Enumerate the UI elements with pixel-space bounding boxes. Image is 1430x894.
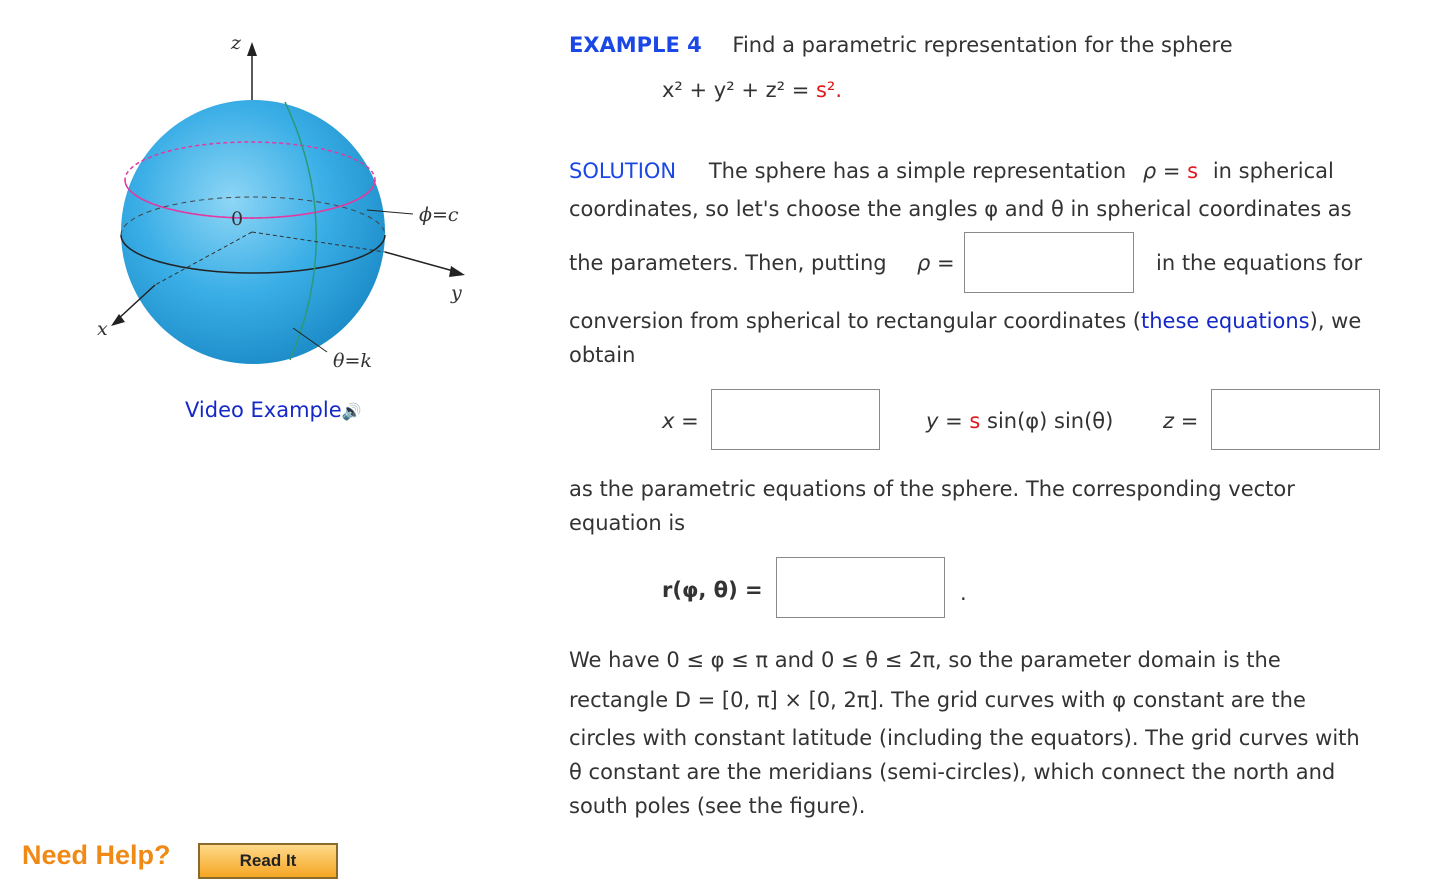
y-axis [385,252,457,272]
solution-line-2: coordinates, so let's choose the angles φ and θ in spherical coordinates as [569,197,1352,221]
solution-label: SOLUTION [569,159,677,183]
theta-label: θ=k [333,350,372,372]
y-s-value: s [969,409,981,433]
solution-line-3c: in the equations for [1156,251,1363,275]
y-equation [926,404,1113,438]
x-answer-box[interactable] [711,389,880,450]
final-line-3: circles with constant latitude (including the equators). The grid curves with [569,726,1360,750]
video-example-link[interactable] [185,398,362,422]
example-title: EXAMPLE 4 [569,33,702,57]
r-answer-input[interactable] [777,558,944,617]
video-example-label: Video Example [185,398,342,422]
z-answer-box[interactable] [1211,389,1380,450]
rho-equals-label: ρ = [917,251,955,275]
y-equation-rest: sin(φ) sin(θ) [980,409,1114,433]
example-prompt: Find a parametric representation for the sphere [732,33,1233,57]
read-it-button[interactable]: Read It [198,843,338,879]
sphere-figure [95,30,475,390]
final-line-1: We have 0 ≤ φ ≤ π and 0 ≤ θ ≤ 2π, so the parameter domain is the [569,648,1281,672]
phi-label: ϕ=c [419,204,459,226]
solution-line-4 [569,304,1361,338]
x-equals-label: x = [662,409,699,433]
speaker-icon: 🔊 [341,402,362,421]
sol-rho-label: ρ = [1142,159,1188,183]
need-help-label: Need Help? [22,840,171,870]
z-axis-label: z [231,32,242,54]
solution-line-5: obtain [569,343,636,367]
r-equals-label [662,573,763,607]
z-equals-label: z = [1163,409,1199,433]
final-line-4: θ constant are the meridians (semi-circles), which connect the north and [569,760,1336,784]
sol-rho-value: s [1187,159,1199,183]
final-line-2: rectangle D = [0, π] × [0, 2π]. The grid curves with φ constant are the [569,688,1306,712]
sphere-equation [662,73,842,107]
rho-answer-box[interactable] [964,232,1134,293]
para-line-1: as the parametric equations of the sphere. The corresponding vector [569,477,1295,501]
sol-text-1d: in spherical [1212,159,1334,183]
these-equations-link[interactable]: these equations [1141,309,1310,333]
r-end-period: . [960,581,967,605]
x-answer-input[interactable] [712,390,879,449]
r-answer-box[interactable] [776,557,945,618]
x-axis-label: x [97,318,108,340]
sol-text-1a: The sphere has a simple representation [708,159,1127,183]
y-axis-label: y [451,282,462,304]
z-answer-input[interactable] [1212,390,1379,449]
para-line-2: equation is [569,511,686,535]
equation-rhs: s². [815,78,843,102]
r-vector-label: r(φ, θ) = [662,578,763,602]
y-equals-label: y = [926,409,970,433]
example-heading [569,28,1233,62]
solution-line-1 [569,154,1334,188]
equation-lhs: x² + y² + z² = [662,78,816,102]
origin-label: 0 [231,208,244,230]
sol-text-4a: conversion from spherical to rectangular coordinates ( [569,309,1142,333]
final-line-5: south poles (see the figure). [569,794,866,818]
rho-answer-input[interactable] [965,233,1133,292]
sol-text-4b: ), we [1309,309,1362,333]
solution-line-3a: the parameters. Then, putting [569,251,887,275]
